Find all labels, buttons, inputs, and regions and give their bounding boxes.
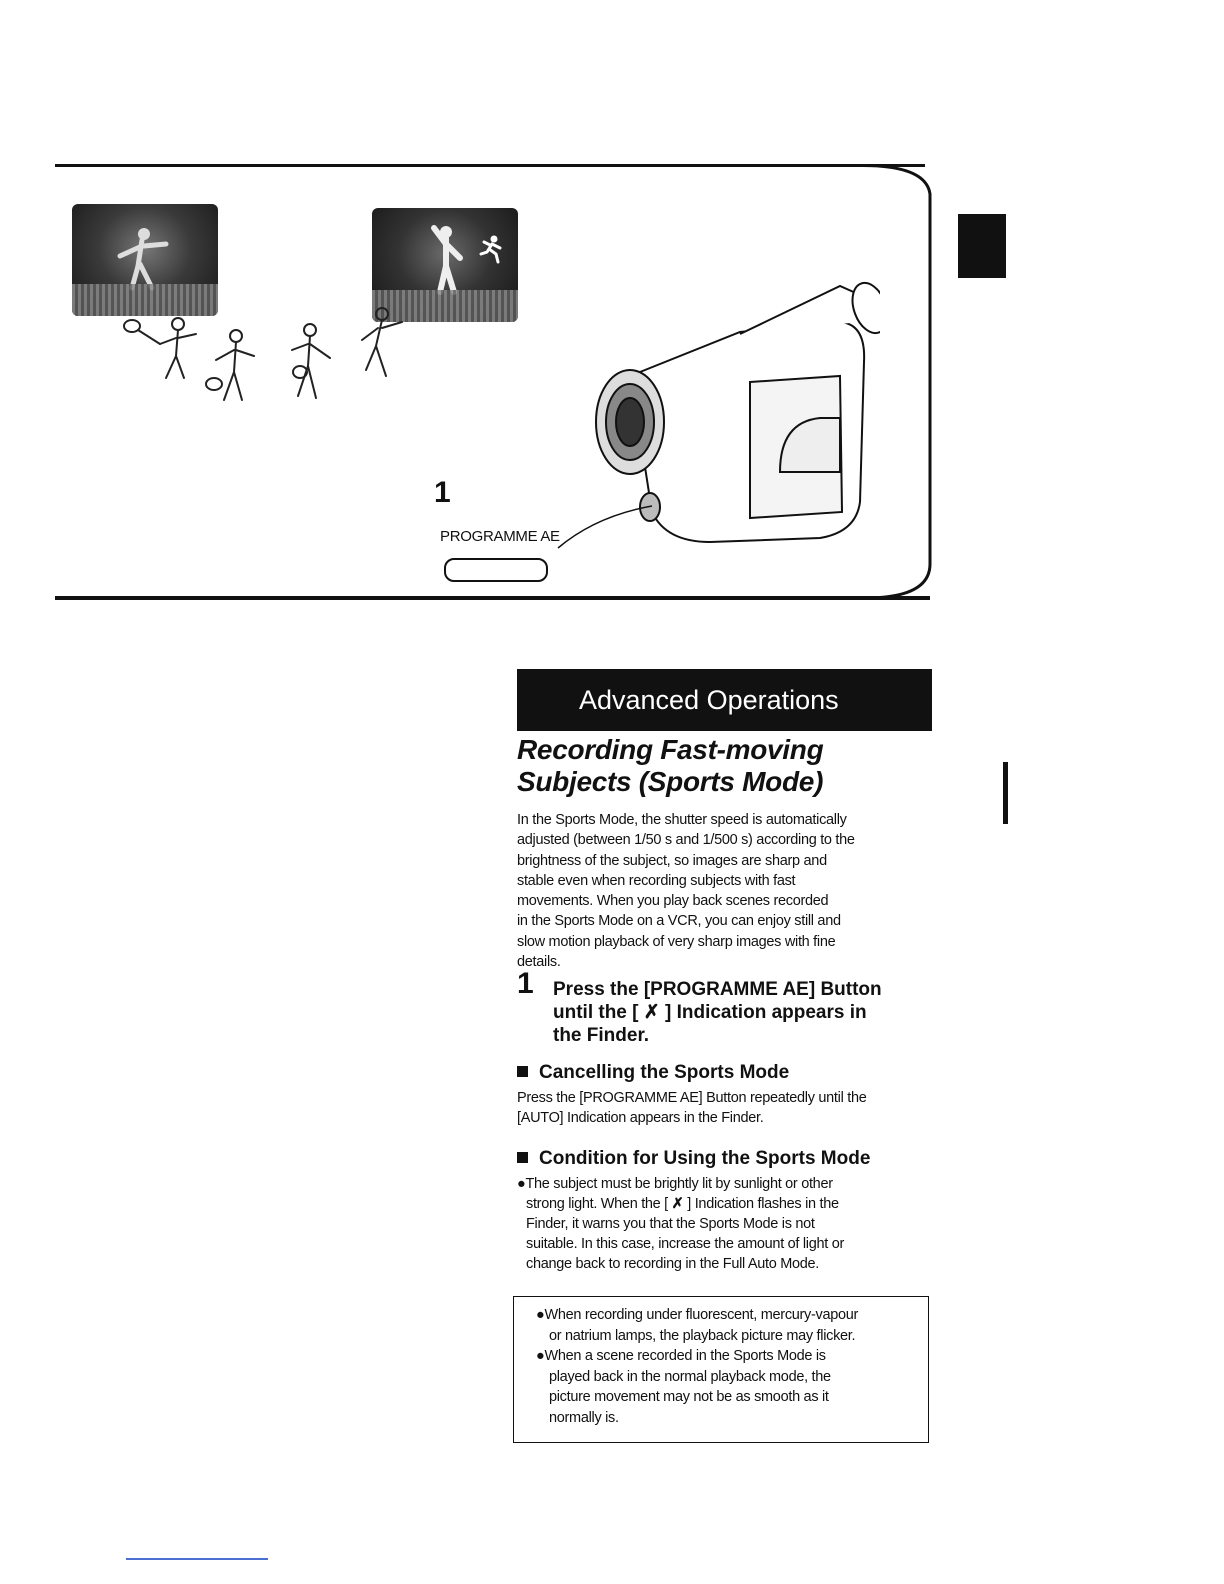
footer-link-underline: [126, 1558, 268, 1560]
step-instruction: [553, 978, 923, 1047]
notes-box: [513, 1296, 929, 1443]
step-number: 1: [517, 967, 534, 1000]
title-line: Subjects (Sports Mode): [517, 766, 824, 797]
page-title: [517, 734, 823, 798]
frame-top-rule: [55, 164, 925, 167]
sports-mode-icon: ✗: [643, 1002, 660, 1023]
programme-ae-button: [444, 558, 548, 582]
cancel-paragraph: [517, 1088, 927, 1128]
cancel-line: Press the [PROGRAMME AE] Button repeatedly until the: [517, 1090, 867, 1106]
note-line: picture movement may not be as smooth as it: [549, 1389, 829, 1405]
cancel-heading: Cancelling the Sports Mode: [517, 1062, 789, 1084]
condition-line: change back to recording in the Full Auto Mode.: [526, 1256, 820, 1272]
intro-paragraph: [517, 810, 917, 972]
figure-step-number: 1: [434, 476, 451, 509]
condition-line: strong light. When the [ ✗ ] Indication flashes in the: [526, 1196, 839, 1212]
note-line: ●When a scene recorded in the Sports Mode is: [536, 1348, 826, 1364]
sports-mode-icon: [476, 234, 506, 264]
condition-heading: Condition for Using the Sports Mode: [517, 1148, 870, 1170]
square-bullet-icon: [517, 1066, 528, 1077]
note-line: normally is.: [549, 1409, 619, 1426]
programme-ae-label: PROGRAMME AE: [440, 528, 560, 545]
note-line: ●When recording under fluorescent, mercury-vapour: [536, 1307, 859, 1323]
side-marker: [1003, 762, 1008, 824]
condition-line: suitable. In this case, increase the amount of light or: [526, 1236, 844, 1252]
step-line: until the [ ✗ ] Indication appears in: [553, 1002, 867, 1023]
tennis-motion-sequence: [120, 300, 410, 420]
condition-line: Finder, it warns you that the Sports Mode is not: [526, 1216, 815, 1232]
note-line: or natrium lamps, the playback picture may flicker.: [549, 1327, 856, 1344]
section-heading-bar: [517, 669, 932, 731]
cancel-line: [AUTO] Indication appears in the Finder.: [517, 1110, 764, 1126]
condition-line: ●The subject must be brightly lit by sunlight or other: [517, 1176, 833, 1192]
intro-line: in the Sports Mode on a VCR, you can enjoy still and: [517, 913, 841, 930]
square-bullet-icon: [517, 1152, 528, 1163]
title-line: Recording Fast-moving: [517, 734, 824, 765]
condition-paragraph: [517, 1174, 917, 1274]
step-line: the Finder.: [553, 1025, 650, 1046]
step-line: Press the [PROGRAMME AE] Button: [553, 979, 882, 1000]
intro-line: slow motion playback of very sharp images with fine: [517, 933, 836, 950]
intro-line: brightness of the subject, so images are sharp and: [517, 852, 827, 869]
note-line: played back in the normal playback mode, the: [549, 1368, 831, 1385]
section-heading: Advanced Operations: [579, 684, 839, 715]
sports-mode-icon: ✗: [671, 1196, 684, 1212]
intro-line: adjusted (between 1/50 s and 1/500 s) according to the: [517, 832, 855, 849]
intro-line: stable even when recording subjects with fast: [517, 872, 796, 889]
frame-bottom-rule: [55, 596, 930, 600]
intro-line: movements. When you play back scenes recorded: [517, 893, 829, 910]
page-tab-marker: [958, 214, 1006, 278]
pointer-line: [556, 500, 656, 550]
intro-line: details.: [517, 954, 561, 971]
intro-line: In the Sports Mode, the shutter speed is automatically: [517, 812, 847, 828]
